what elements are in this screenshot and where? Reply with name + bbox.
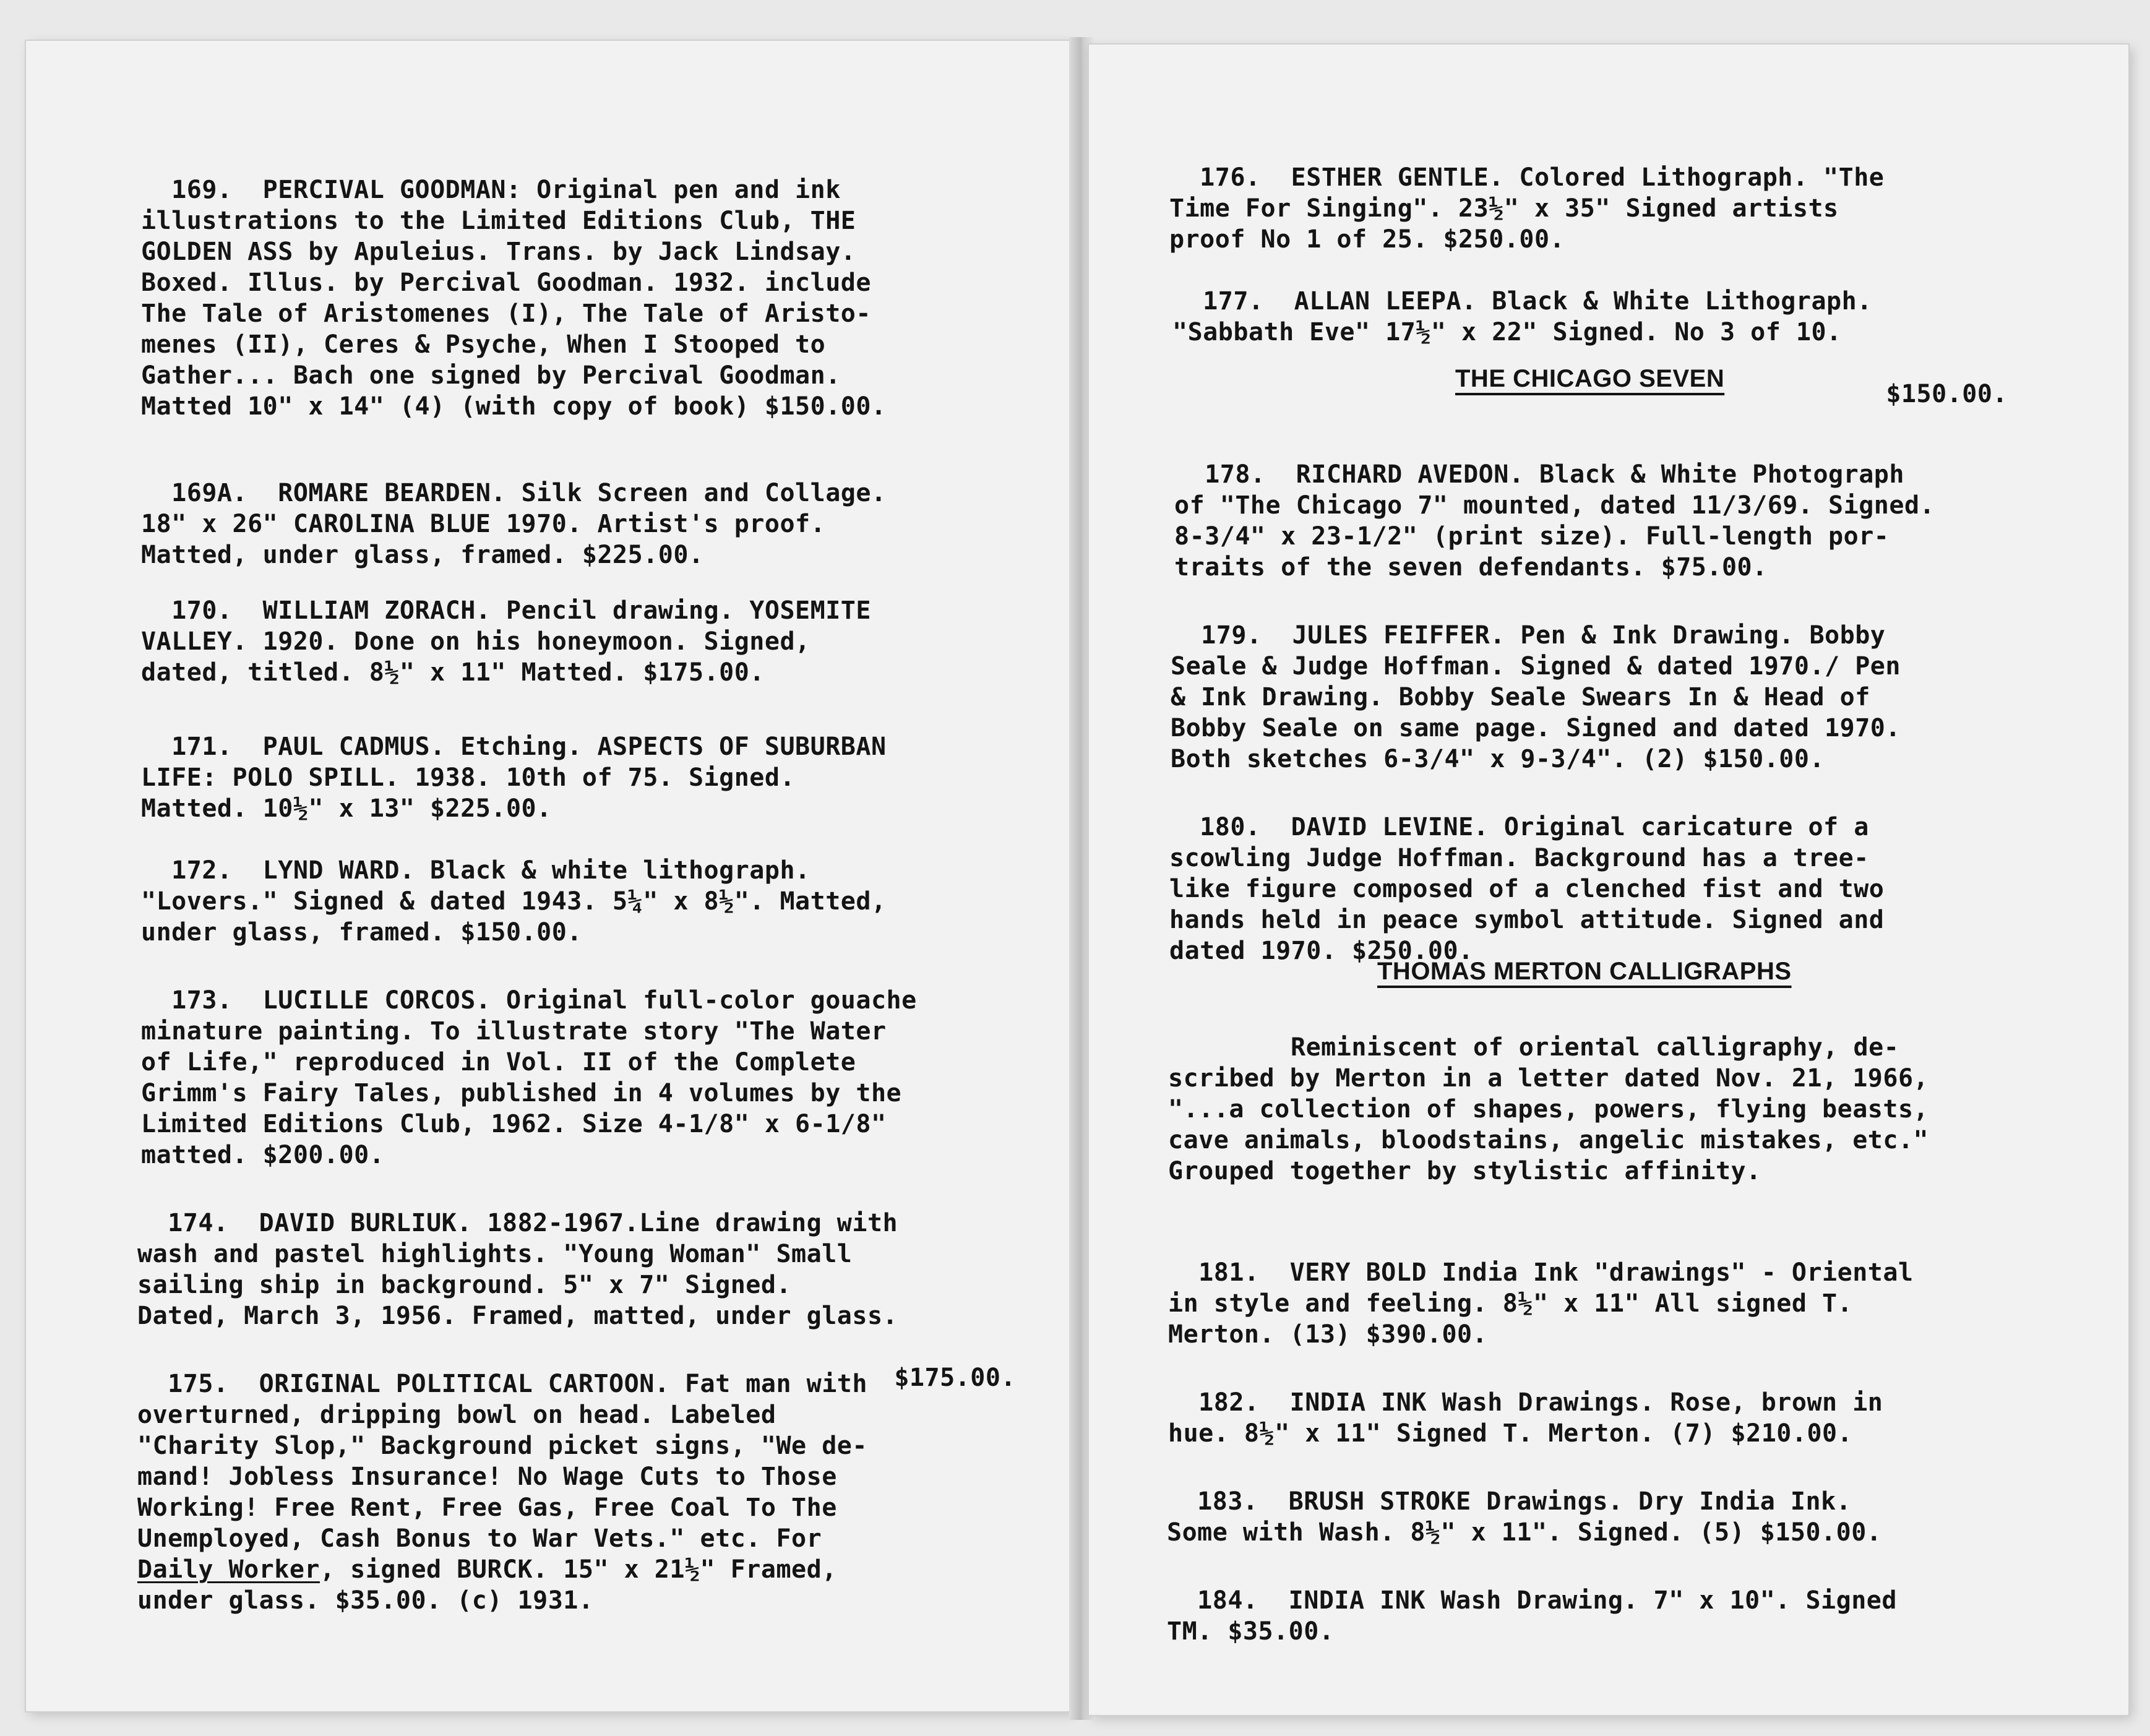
entry-description: PERCIVAL GOODMAN: Original pen and ink illustrations to the Limited Editions Club, THE GOLDEN ASS by Apuleius. Trans. by Jack Lindsay. Boxed. Illus. by Percival Goodman. 1932. include The Tale of Aristomenes (I), The Tale of Aristo- menes (II), Ceres & Psyche, When I Stooped to Gather... Bach one signed by Percival Goodman. Matted 10" x 14" (4) (with copy of book) $150.00. — [141, 176, 887, 421]
entry-description: JULES FEIFFER. Pen & Ink Drawing. Bobby Seale & Judge Hoffman. Signed & dated 1970./ Pen & Ink Drawing. Bobby Seale Swears In & Head of Bobby Seale on same page. Signed and dated 1970. Both sketches 6-3/4" x 9-3/4". (2) $150.00. — [1171, 621, 1901, 773]
entry-number: 171. — [171, 733, 233, 761]
entry-number: 177. — [1203, 287, 1264, 316]
entry-number: 181. — [1198, 1258, 1260, 1287]
entry-description: LUCILLE CORCOS. Original full-color gouache minature painting. To illustrate story "The Water of Life," reproduced in Vol. II of the Complete Grimm's Fairy Tales, published in 4 volumes by the Limited Editions Club, 1962. Size 4-1/8" x 6-1/8" matted. $200.00. — [141, 986, 917, 1169]
entry-number: 182. — [1198, 1388, 1260, 1417]
entry-description: BRUSH STROKE Drawings. Dry India Ink. Some with Wash. 8½" x 11". Signed. (5) $150.00. — [1167, 1487, 1882, 1547]
entry-number: 184. — [1197, 1586, 1258, 1615]
catalog-entry-175 — [137, 1338, 1053, 1616]
entry-number: 175. — [168, 1370, 229, 1398]
catalog-entry-180 — [1169, 781, 2085, 966]
catalog-entry-181 — [1168, 1226, 2084, 1350]
entry-number: 169A. — [171, 479, 248, 507]
catalog-entry-177 — [1172, 255, 2008, 440]
entry-description: DAVID BURLIUK. 1882-1967.Line drawing with wash and pastel highlights. "Young Woman" Small sailing ship in background. 5" x 7" Signed. Dated, March 3, 1956. Framed, matted, under glass. — [137, 1209, 898, 1330]
entry-number: 178. — [1205, 460, 1266, 489]
entry-description: PAUL CADMUS. Etching. ASPECTS OF SUBURBAN LIFE: POLO SPILL. 1938. 10th of 75. Signed. Matted. 10½" x 13" $225.00. — [141, 733, 887, 823]
entry-number: 173. — [171, 986, 233, 1015]
catalog-entry-170 — [141, 564, 1057, 688]
entry-description: INDIA INK Wash Drawing. 7" x 10". Signed TM. $35.00. — [1167, 1586, 1897, 1646]
entry-description: ORIGINAL POLITICAL CARTOON. Fat man with overturned, dripping bowl on head. Labeled "Charity Slop," Background picket signs, "We de- mand! Jobless Insurance! No Wage Cuts to Those Working! Free Rent, Free Gas, Free Coal To The Unemployed, Cash Bonus to War Vets." etc. For — [137, 1370, 867, 1553]
catalog-entry-183 — [1167, 1455, 2083, 1548]
section-heading-chicago-seven: THE CHICAGO SEVEN — [1455, 365, 1725, 392]
catalog-entry-176 — [1169, 131, 2085, 255]
entry-description: ESTHER GENTLE. Colored Lithograph. "The Time For Singing". 23½" x 35" Signed artists proof No 1 of 25. $250.00. — [1169, 163, 1885, 254]
entry-number: 169. — [171, 176, 233, 204]
entry-description: RICHARD AVEDON. Black & White Photograph of "The Chicago 7" mounted, dated 11/3/69. Signed. 8-3/4" x 23-1/2" (print size). Full-length por- traits of the seven defendants. $75.00. — [1174, 460, 1935, 582]
catalog-entry-179 — [1171, 589, 2086, 775]
entry-description: INDIA INK Wash Drawings. Rose, brown in hue. 8½" x 11" Signed T. Merton. (7) $210.00. — [1168, 1388, 1883, 1448]
catalog-entry-182 — [1168, 1356, 2084, 1449]
entry-description: WILLIAM ZORACH. Pencil drawing. YOSEMITE VALLEY. 1920. Done on his honeymoon. Signed, dated, titled. 8½" x 11" Matted. $175.00. — [141, 596, 871, 687]
catalog-entry-173 — [141, 954, 1057, 1171]
entry-price: $150.00. — [1886, 380, 2008, 408]
section-heading-thomas-merton: THOMAS MERTON CALLIGRAPHS — [1377, 958, 1792, 985]
entry-description: ALLAN LEEPA. Black & White Lithograph. "Sabbath Eve" 17½" x 22" Signed. No 3 of 10. — [1172, 287, 1872, 346]
entry-description: DAVID LEVINE. Original caricature of a scowling Judge Hoffman. Background has a tree- like figure composed of a clenched fist and two hands held in peace symbol attitude. Signed and dated 1970. $250.00. — [1169, 813, 1885, 965]
catalog-entry-171 — [141, 700, 1057, 824]
catalog-entry-184 — [1167, 1554, 2083, 1647]
entry-number: 183. — [1197, 1487, 1258, 1516]
entry-number: 170. — [171, 596, 233, 625]
entry-number: 172. — [171, 856, 233, 885]
merton-introduction: Reminiscent of oriental calligraphy, de- scribed by Merton in a letter dated Nov. 21, 1966, "...a collection of shapes, powers, flying beasts, cave animals, bloodstains, angelic mistakes, etc." Grouped together by stylistic affinity. — [1168, 1033, 1929, 1185]
entry-description: ROMARE BEARDEN. Silk Screen and Collage. 18" x 26" CAROLINA BLUE 1970. Artist's proof. Matted, under glass, framed. $225.00. — [141, 479, 887, 569]
entry-description: LYND WARD. Black & white lithograph. "Lovers." Signed & dated 1943. 5¼" x 8½". Matted, under glass, framed. $150.00. — [141, 856, 887, 947]
entry-price: $175.00. — [894, 1364, 1016, 1392]
catalog-entry-178 — [1174, 428, 2090, 583]
newspaper-title: Daily Worker — [137, 1555, 320, 1584]
catalog-entry-169 — [141, 144, 1057, 422]
catalog-entry-172 — [141, 824, 1057, 948]
entry-number: 179. — [1201, 621, 1262, 650]
catalog-entry-169a — [141, 447, 1057, 570]
entry-number: 174. — [168, 1209, 229, 1237]
entry-number: 176. — [1200, 163, 1261, 192]
entry-description: VERY BOLD India Ink "drawings" - Oriental in style and feeling. 8½" x 11" All signed T. Merton. (13) $390.00. — [1168, 1258, 1914, 1349]
entry-description-end: , signed BURCK. 15" x 21½" Framed, under glass. $35.00. (c) 1931. — [137, 1555, 837, 1615]
entry-number: 180. — [1200, 813, 1261, 841]
